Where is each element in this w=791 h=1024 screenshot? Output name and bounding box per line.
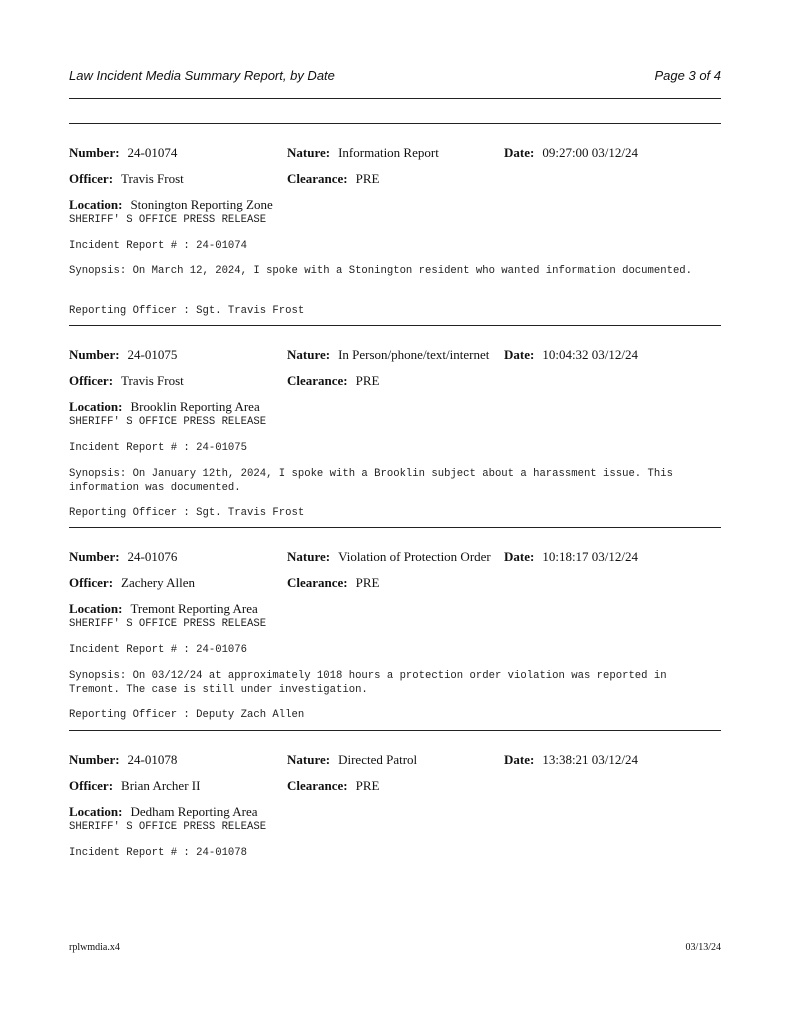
- nature-value: Information Report: [338, 145, 439, 160]
- footer-report-code: rplwmdia.x4: [69, 942, 120, 953]
- clearance-field: [287, 373, 379, 389]
- officer-value: Brian Archer II: [121, 778, 201, 793]
- number-value: 24-01074: [127, 145, 178, 160]
- press-release-line: SHERIFF' S OFFICE PRESS RELEASE: [69, 618, 267, 630]
- nature-label: Nature:: [287, 752, 331, 767]
- number-label: Number:: [69, 347, 120, 362]
- number-value: 24-01075: [127, 347, 178, 362]
- date-field: [504, 549, 638, 565]
- header-divider: [69, 98, 721, 99]
- synopsis: Synopsis: On 03/12/24 at approximately 1018 hours a protection order violation was reported in Tremont. The case is still under investigation.: [69, 670, 673, 696]
- number-field: [69, 752, 177, 768]
- synopsis: Synopsis: On January 12th, 2024, I spoke with a Brooklin subject about a harassment issue. This information was documented.: [69, 468, 680, 494]
- number-field: [69, 347, 177, 363]
- incident-report-number: Incident Report # : 24-01075: [69, 442, 248, 454]
- incident-report-number: Incident Report # : 24-01074: [69, 240, 248, 252]
- number-value: 24-01078: [127, 752, 178, 767]
- date-label: Date:: [504, 347, 535, 362]
- nature-label: Nature:: [287, 145, 331, 160]
- reporting-officer: Reporting Officer : Deputy Zach Allen: [69, 709, 305, 721]
- officer-field: [69, 373, 184, 389]
- report-title: Law Incident Media Summary Report, by Date: [69, 68, 335, 83]
- number-label: Number:: [69, 145, 120, 160]
- press-release-line: SHERIFF' S OFFICE PRESS RELEASE: [69, 214, 267, 226]
- date-value: 10:18:17 03/12/24: [542, 549, 639, 564]
- location-field: [69, 399, 260, 415]
- nature-value: Directed Patrol: [338, 752, 418, 767]
- officer-value: Travis Frost: [121, 171, 184, 186]
- date-value: 09:27:00 03/12/24: [542, 145, 639, 160]
- location-label: Location:: [69, 804, 123, 819]
- date-label: Date:: [504, 752, 535, 767]
- date-field: [504, 145, 638, 161]
- officer-label: Officer:: [69, 171, 114, 186]
- clearance-field: [287, 575, 379, 591]
- clearance-value: PRE: [355, 171, 380, 186]
- officer-label: Officer:: [69, 575, 114, 590]
- location-label: Location:: [69, 197, 123, 212]
- location-label: Location:: [69, 399, 123, 414]
- officer-label: Officer:: [69, 778, 114, 793]
- officer-field: [69, 778, 200, 794]
- clearance-value: PRE: [355, 778, 380, 793]
- clearance-label: Clearance:: [287, 778, 348, 793]
- location-label: Location:: [69, 601, 123, 616]
- location-field: [69, 804, 258, 820]
- location-value: Brooklin Reporting Area: [130, 399, 260, 414]
- clearance-value: PRE: [355, 575, 380, 590]
- officer-value: Travis Frost: [121, 373, 184, 388]
- date-label: Date:: [504, 549, 535, 564]
- location-value: Stonington Reporting Zone: [130, 197, 273, 212]
- synopsis: Synopsis: On March 12, 2024, I spoke with a Stonington resident who wanted information documented.: [69, 265, 693, 277]
- record-divider: [69, 527, 721, 528]
- date-field: [504, 347, 638, 363]
- number-field: [69, 145, 177, 161]
- nature-field: [287, 347, 489, 363]
- date-value: 13:38:21 03/12/24: [542, 752, 639, 767]
- clearance-value: PRE: [355, 373, 380, 388]
- officer-value: Zachery Allen: [121, 575, 196, 590]
- nature-field: [287, 549, 491, 565]
- location-value: Tremont Reporting Area: [130, 601, 258, 616]
- clearance-field: [287, 778, 379, 794]
- date-label: Date:: [504, 145, 535, 160]
- footer-date: 03/13/24: [685, 942, 721, 953]
- date-field: [504, 752, 638, 768]
- section-divider: [69, 123, 721, 124]
- nature-value: In Person/phone/text/internet: [338, 347, 490, 362]
- number-label: Number:: [69, 752, 120, 767]
- clearance-field: [287, 171, 379, 187]
- number-field: [69, 549, 177, 565]
- nature-label: Nature:: [287, 549, 331, 564]
- reporting-officer: Reporting Officer : Sgt. Travis Frost: [69, 507, 305, 519]
- date-value: 10:04:32 03/12/24: [542, 347, 639, 362]
- location-field: [69, 601, 258, 617]
- record-divider: [69, 325, 721, 326]
- reporting-officer: Reporting Officer : Sgt. Travis Frost: [69, 305, 305, 317]
- nature-label: Nature:: [287, 347, 331, 362]
- number-value: 24-01076: [127, 549, 178, 564]
- record-divider: [69, 730, 721, 731]
- clearance-label: Clearance:: [287, 373, 348, 388]
- officer-field: [69, 171, 184, 187]
- officer-field: [69, 575, 195, 591]
- nature-value: Violation of Protection Order: [338, 549, 491, 564]
- nature-field: [287, 752, 417, 768]
- nature-field: [287, 145, 439, 161]
- clearance-label: Clearance:: [287, 575, 348, 590]
- press-release-line: SHERIFF' S OFFICE PRESS RELEASE: [69, 821, 267, 833]
- press-release-line: SHERIFF' S OFFICE PRESS RELEASE: [69, 416, 267, 428]
- officer-label: Officer:: [69, 373, 114, 388]
- number-label: Number:: [69, 549, 120, 564]
- clearance-label: Clearance:: [287, 171, 348, 186]
- page-number: Page 3 of 4: [654, 68, 721, 83]
- location-field: [69, 197, 273, 213]
- incident-report-number: Incident Report # : 24-01078: [69, 847, 248, 859]
- location-value: Dedham Reporting Area: [130, 804, 258, 819]
- incident-report-number: Incident Report # : 24-01076: [69, 644, 248, 656]
